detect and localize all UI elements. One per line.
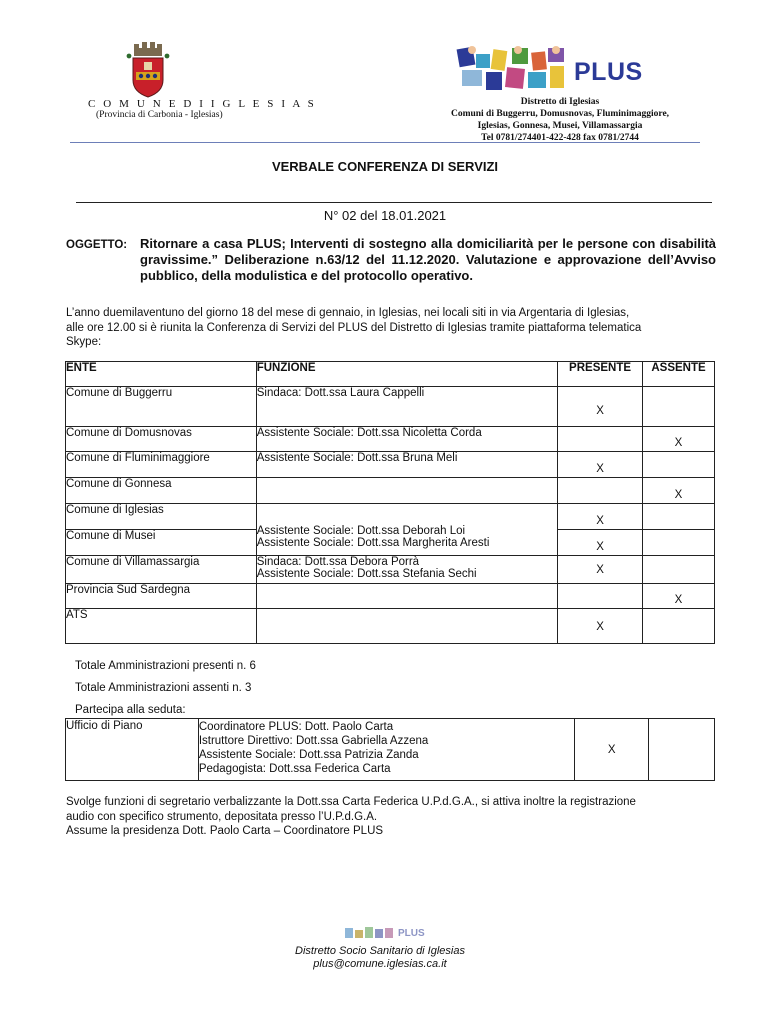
row-assente: X — [643, 427, 715, 452]
funzione-line: Assistente Sociale: Dott.ssa Nicoletta Corda — [256, 427, 482, 439]
row-funzione — [256, 584, 557, 609]
row-presente: X — [558, 609, 643, 644]
table-row — [66, 427, 715, 452]
row-funzione — [256, 609, 557, 644]
table-row — [66, 556, 715, 584]
comune-name: C O M U N E D I I G L E S I A S — [88, 98, 317, 110]
row-assente: X — [643, 584, 715, 609]
row-ente: ATS — [66, 609, 257, 644]
header-ente: ENTE — [66, 362, 257, 387]
row-assente — [643, 504, 715, 530]
closing-paragraph — [66, 795, 726, 839]
row-assente — [643, 609, 715, 644]
funzione-line: Sindaca: Dott.ssa Debora Porrà — [256, 556, 420, 568]
table-row — [66, 452, 715, 478]
header-divider — [70, 142, 700, 143]
row-ente: Provincia Sud Sardegna — [66, 584, 257, 609]
title-divider — [76, 202, 712, 203]
row-presente — [558, 478, 643, 504]
intro-line: alle ore 12.00 si è riunita la Conferenza di Servizi del PLUS del Distretto di Iglesias tramite piattaforma telematica — [66, 321, 642, 334]
district-line: Distretto di Iglesias — [520, 97, 600, 107]
funzione-line: Istruttore Direttivo: Dott.ssa Gabriella Azzena — [198, 735, 429, 747]
row-assente — [643, 452, 715, 478]
verbale-number: N° 02 del 18.01.2021 — [323, 208, 447, 223]
table-row — [66, 387, 715, 427]
row-presente: X — [558, 504, 643, 530]
oggetto-text: Ritornare a casa PLUS; Interventi di sostegno alla domiciliarità per le persone con disabilità gravissime.” Deliberazione n.63/12 del 11.12.2020. Valutazione e approvazione dell’Avviso pubblico, della modulistica e del protocollo operativo. — [140, 236, 716, 283]
row-presente: X — [558, 387, 643, 427]
row-ente: Comune di Villamassargia — [66, 556, 257, 584]
intro-paragraph — [66, 306, 716, 350]
table-row — [66, 584, 715, 609]
participant-presente: X — [575, 719, 649, 781]
row-presente: X — [558, 530, 643, 556]
funzione-line: Sindaca: Dott.ssa Laura Cappelli — [256, 387, 425, 399]
row-ente: Comune di Musei — [66, 530, 257, 556]
row-funzione — [256, 452, 557, 478]
intro-line: Skype: — [66, 336, 102, 348]
participant-ente: Ufficio di Piano — [66, 719, 199, 781]
footer-plus-logo-icon — [343, 926, 395, 940]
row-ente: Comune di Buggerru — [66, 387, 257, 427]
funzione-line: Assistente Sociale: Dott.ssa Bruna Meli — [256, 452, 458, 464]
row-assente — [643, 556, 715, 584]
plus-figures-logo-icon — [452, 44, 572, 96]
footer-email: plus@comune.iglesias.ca.it — [313, 958, 447, 970]
row-funzione — [256, 427, 557, 452]
row-ente: Comune di Gonnesa — [66, 478, 257, 504]
row-ente: Comune di Iglesias — [66, 504, 257, 530]
header-assente: ASSENTE — [643, 362, 715, 387]
totale-presenti: Totale Amministrazioni presenti n. 6 — [75, 660, 256, 672]
row-funzione — [256, 387, 557, 427]
document-title: VERBALE CONFERENZA DI SERVIZI — [271, 159, 499, 174]
participant-table — [65, 718, 715, 781]
district-comuni-line-1: Comuni di Buggerru, Domusnovas, Fluminimaggiore, — [450, 109, 670, 119]
row-presente: X — [558, 452, 643, 478]
funzione-line: Assistente Sociale: Dott.ssa Margherita Aresti — [256, 537, 490, 549]
footer-plus-label: PLUS — [398, 928, 425, 939]
district-phone-line: Tel 0781/274401-422-428 fax 0781/2744 — [481, 133, 639, 143]
funzione-line: Assistente Sociale: Dott.ssa Stefania Sechi — [256, 568, 477, 580]
oggetto-label: OGGETTO: — [66, 239, 128, 251]
table-row — [66, 504, 715, 530]
funzione-line: Coordinatore PLUS: Dott. Paolo Carta — [198, 721, 394, 733]
totale-assenti: Totale Amministrazioni assenti n. 3 — [75, 682, 252, 694]
participant-assente — [649, 719, 715, 781]
row-ente: Comune di Fluminimaggiore — [66, 452, 257, 478]
footer-district: Distretto Socio Sanitario di Iglesias — [295, 945, 465, 957]
header-funzione: FUNZIONE — [256, 362, 557, 387]
attendance-table — [65, 361, 715, 644]
partecipa-label: Partecipa alla seduta: — [75, 704, 186, 716]
district-comuni-line-2: Iglesias, Gonnesa, Musei, Villamassargia — [477, 121, 643, 131]
closing-line: Svolge funzioni di segretario verbalizzante la Dott.ssa Carta Federica U.P.d.G.A., si attiva inoltre la registrazione — [66, 796, 636, 808]
row-assente: X — [643, 478, 715, 504]
plus-brand-label: PLUS — [574, 58, 643, 86]
row-presente — [558, 427, 643, 452]
table-header-row — [66, 362, 715, 387]
closing-line: audio con specifico strumento, depositata presso l’U.P.d.G.A. — [66, 810, 378, 823]
row-assente — [643, 387, 715, 427]
header-presente: PRESENTE — [558, 362, 643, 387]
row-assente — [643, 530, 715, 556]
funzione-line: Assistente Sociale: Dott.ssa Patrizia Zanda — [198, 749, 419, 761]
row-funzione — [256, 478, 557, 504]
funzione-line: Pedagogista: Dott.ssa Federica Carta — [198, 763, 391, 775]
row-ente: Comune di Domusnovas — [66, 427, 257, 452]
table-row — [66, 478, 715, 504]
closing-line: Assume la presidenza Dott. Paolo Carta – Coordinatore PLUS — [66, 825, 384, 837]
row-funzione — [256, 504, 557, 556]
comune-province: (Provincia di Carbonia - Iglesias) — [96, 110, 223, 120]
table-row — [66, 609, 715, 644]
row-funzione — [256, 556, 557, 584]
comune-crest-icon — [126, 42, 170, 98]
row-presente — [558, 584, 643, 609]
table-row — [66, 719, 715, 781]
row-presente: X — [558, 556, 643, 584]
funzione-line: Assistente Sociale: Dott.ssa Deborah Loi — [256, 525, 466, 537]
participant-funzione — [198, 719, 574, 781]
intro-line: L’anno duemilaventuno del giorno 18 del mese di gennaio, in Iglesias, nei locali siti in via Argentaria di Iglesias, — [66, 307, 630, 319]
